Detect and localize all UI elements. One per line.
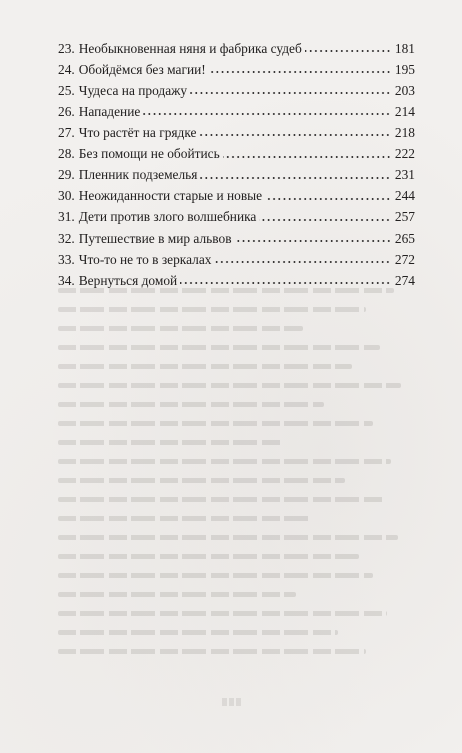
toc-entry-number: 31. bbox=[58, 209, 75, 225]
ghost-line bbox=[58, 573, 373, 578]
ghost-line bbox=[58, 440, 282, 445]
toc-entry bbox=[58, 266, 415, 287]
toc-entry-number: 33. bbox=[58, 251, 75, 267]
toc-entry-title: Дети против злого волшебника bbox=[78, 209, 257, 225]
toc-entry bbox=[58, 34, 415, 55]
toc-entry-page: 181 bbox=[394, 40, 415, 56]
ghost-line bbox=[58, 554, 359, 559]
toc-entry-title: Путешествие в мир альвов bbox=[78, 230, 232, 246]
ghost-line bbox=[58, 364, 352, 369]
toc-entry-title: Неожиданности старые и новые bbox=[78, 188, 263, 204]
toc-entry-title: Чудеса на продажу bbox=[78, 82, 188, 98]
toc-entry-title: Нападение bbox=[78, 103, 141, 119]
ghost-line bbox=[58, 478, 345, 483]
ghost-line bbox=[58, 288, 394, 293]
ghost-line bbox=[58, 535, 398, 540]
ghost-line bbox=[58, 421, 373, 426]
toc-entry-page: 214 bbox=[394, 103, 415, 119]
toc-entry bbox=[58, 182, 415, 203]
toc-entry-number: 27. bbox=[58, 125, 75, 141]
dot-leader bbox=[265, 198, 391, 200]
toc-entry-number: 23. bbox=[58, 40, 75, 56]
toc-entry-number: 34. bbox=[58, 272, 75, 288]
toc-entry-page: 244 bbox=[394, 188, 415, 204]
toc-entry-number: 24. bbox=[58, 61, 75, 77]
ghost-line bbox=[58, 307, 366, 312]
ghost-line bbox=[58, 345, 380, 350]
dot-leader bbox=[199, 134, 390, 136]
dot-leader bbox=[259, 219, 391, 221]
ghost-line bbox=[58, 497, 384, 502]
ghost-line bbox=[58, 649, 366, 654]
toc-entry bbox=[58, 224, 415, 245]
toc-entry-page: 272 bbox=[394, 251, 415, 267]
toc-entry-page: 222 bbox=[394, 146, 415, 162]
toc-entry-page: 203 bbox=[394, 82, 415, 98]
toc-entry-page: 231 bbox=[394, 167, 415, 183]
dot-leader bbox=[180, 282, 391, 284]
dot-leader bbox=[214, 261, 390, 263]
dot-leader bbox=[200, 177, 390, 179]
toc-entry-number: 26. bbox=[58, 103, 75, 119]
dot-leader bbox=[235, 240, 391, 242]
toc-entry-number: 25. bbox=[58, 82, 75, 98]
ghost-line bbox=[58, 592, 296, 597]
ghost-line bbox=[58, 630, 338, 635]
toc-entry-page: 218 bbox=[394, 125, 415, 141]
toc-entry bbox=[58, 55, 415, 76]
toc-entry bbox=[58, 139, 415, 160]
toc-entry bbox=[58, 97, 415, 118]
toc-entry-number: 30. bbox=[58, 188, 75, 204]
ghost-line bbox=[58, 459, 391, 464]
toc-entry-title: Необыкновенная няня и фабрика судеб bbox=[78, 40, 302, 56]
toc-entry bbox=[58, 245, 415, 266]
show-through-page-number bbox=[222, 698, 242, 706]
toc-entry-title: Что растёт на грядке bbox=[78, 125, 197, 141]
table-of-contents bbox=[58, 34, 415, 287]
toc-entry-number: 28. bbox=[58, 146, 75, 162]
toc-entry bbox=[58, 76, 415, 97]
toc-entry-title: Пленник подземелья bbox=[78, 167, 198, 183]
toc-entry bbox=[58, 203, 415, 224]
ghost-line bbox=[58, 383, 401, 388]
toc-entry bbox=[58, 118, 415, 139]
ghost-line bbox=[58, 611, 387, 616]
toc-entry-title: Что-то не то в зеркалах bbox=[78, 251, 212, 267]
ghost-line bbox=[58, 402, 324, 407]
ghost-line bbox=[58, 326, 303, 331]
toc-entry-title: Обойдёмся без магии! bbox=[78, 61, 206, 77]
toc-entry-page: 265 bbox=[394, 230, 415, 246]
dot-leader bbox=[209, 71, 391, 73]
ghost-line bbox=[58, 516, 310, 521]
show-through-text bbox=[58, 288, 408, 688]
toc-entry-page: 257 bbox=[394, 209, 415, 225]
toc-entry-title: Вернуться домой bbox=[78, 272, 178, 288]
toc-entry-page: 274 bbox=[394, 272, 415, 288]
dot-leader bbox=[190, 92, 391, 94]
toc-entry-number: 32. bbox=[58, 230, 75, 246]
dot-leader bbox=[305, 50, 391, 52]
dot-leader bbox=[143, 113, 391, 115]
toc-entry-number: 29. bbox=[58, 167, 75, 183]
toc-entry-title: Без помощи не обойтись bbox=[78, 146, 220, 162]
dot-leader bbox=[223, 156, 391, 158]
toc-entry bbox=[58, 161, 415, 182]
toc-entry-page: 195 bbox=[394, 61, 415, 77]
